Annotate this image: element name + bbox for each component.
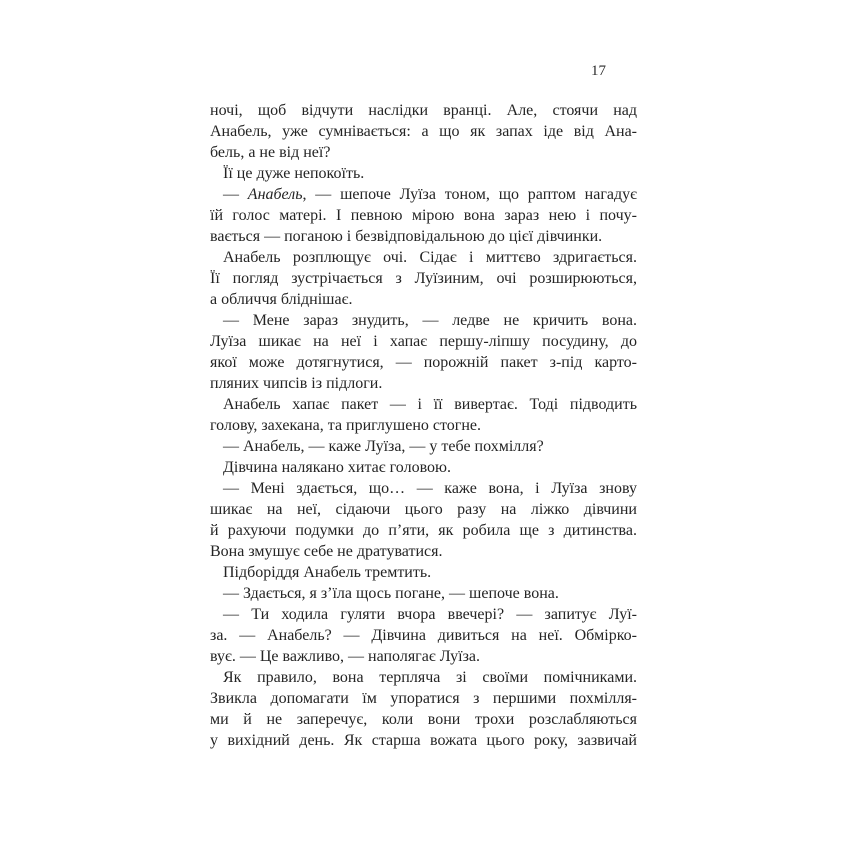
text-line: голову, захекана, та приглушено стогне. [210, 417, 482, 434]
text-line: й рахуючи подумки до п’яти, як робила ще з дитинства. [210, 522, 637, 539]
text-line: за. — Анабель? — Дівчина дивиться на неї. Обмірко- [210, 627, 637, 644]
text-line: Її погляд зустрічається з Луїзиним, очі розширюються, [210, 270, 637, 287]
text-line: шикає на неї, сідаючи цього разу на ліжко дівчини [210, 501, 637, 518]
text-line: у вихідний день. Як старша вожата цього року, зазвичай [210, 732, 637, 749]
text-line: — Анабель, — каже Луїза, — у тебе похмілля? [223, 438, 544, 455]
text-line [210, 184, 637, 205]
text-line: їй голос матері. І певною мірою вона зараз нею і почу- [210, 207, 637, 224]
text-line: Луїза шикає на неї і хапає першу-ліпшу посудину, до [210, 333, 637, 350]
dialogue-rest: , — шепоче Луїза тоном, що раптом нагадує [302, 186, 637, 203]
text-line: ночі, щоб відчути наслідки вранці. Але, стоячи над [210, 102, 637, 119]
italic-name: Анабель [247, 186, 303, 203]
text-line: Звикла допомагати їм упоратися з першими похмілля- [210, 690, 637, 707]
text-line: — Здається, я з’їла щось погане, — шепоче вона. [223, 585, 559, 602]
text-line: — Мені здається, що… — каже вона, і Луїза знову [223, 480, 637, 497]
text-line: якої може дотягнутися, — порожній пакет з-під карто- [210, 354, 637, 371]
text-line: Як правило, вона терпляча зі своїми помічниками. [223, 669, 637, 686]
text-line: Вона змушує себе не дратуватися. [210, 543, 443, 560]
text-line: ми й не заперечує, коли вони трохи розслабляються [210, 711, 637, 728]
text-line: Анабель хапає пакет — і її вивертає. Тоді підводить [223, 396, 637, 413]
text-line: бель, а не від неї? [210, 144, 331, 161]
page-number: 17 [591, 63, 606, 79]
dialogue-dash: — [223, 186, 248, 203]
text-line: а обличчя бліднішає. [210, 291, 353, 308]
text-line: Дівчина налякано хитає головою. [223, 459, 451, 476]
text-line: Анабель, уже сумнівається: а що як запах іде від Ана- [210, 123, 637, 140]
text-line: Анабель розплющує очі. Сідає і миттєво здригається. [223, 249, 637, 266]
text-line: Підборіддя Анабель тремтить. [223, 564, 432, 581]
text-line: Її це дуже непокоїть. [223, 165, 365, 182]
text-line: вається — поганою і безвідповідальною до цієї дівчинки. [210, 228, 603, 245]
text-block [210, 100, 637, 751]
text-line: вує. — Це важливо, — наполягає Луїза. [210, 648, 481, 665]
text-line: — Мене зараз знудить, — ледве не кричить вона. [223, 312, 637, 329]
text-line: — Ти ходила гуляти вчора ввечері? — запитує Луї- [223, 606, 637, 623]
text-line: пляних чипсів із підлоги. [210, 375, 383, 392]
